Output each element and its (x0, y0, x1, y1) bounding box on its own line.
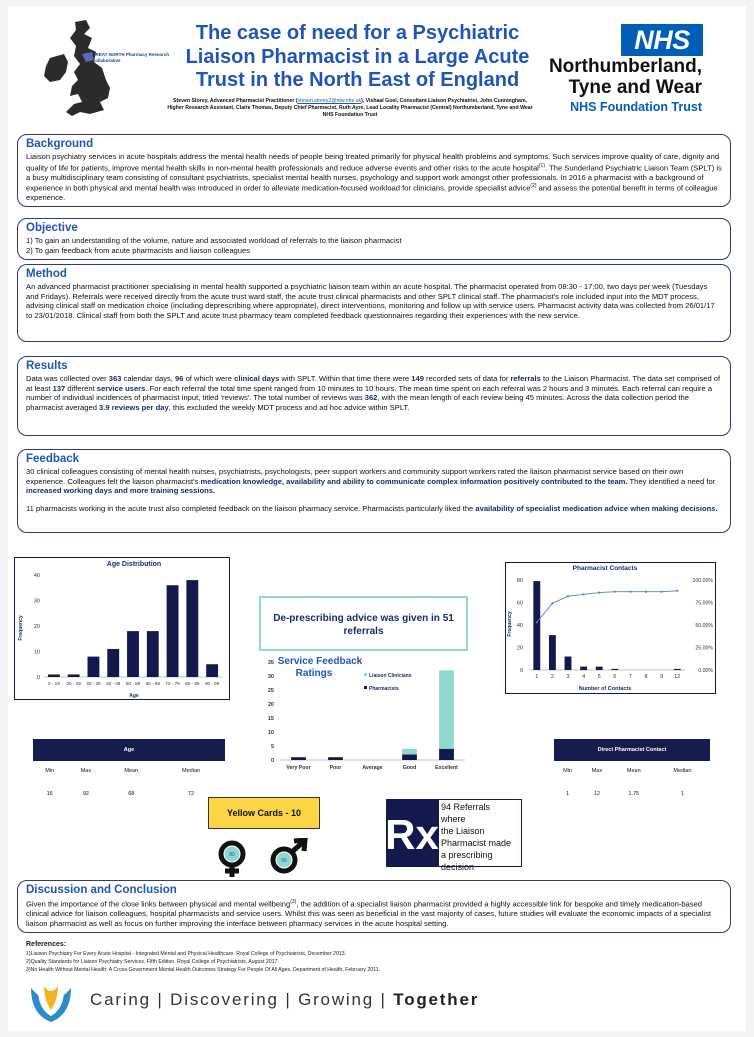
pc-xtick-label: 12 (674, 674, 681, 680)
age-xtick-label: 70 - 79 (165, 681, 180, 686)
svc-bar-segment (328, 757, 343, 760)
results-heading: Results (26, 360, 68, 372)
svc-ytick-label: 0 (270, 758, 274, 764)
pc-cumulative-point (567, 595, 569, 597)
age-ytick-label: 0 (36, 675, 40, 681)
legend-pharmacists-label: Pharmacists (369, 686, 399, 692)
pc-ytick-label: 80 (516, 578, 523, 584)
service-feedback-chart (250, 652, 472, 774)
legend-liaison-label: Liaison Clinicians (369, 673, 412, 679)
pc-cumulative-point (583, 593, 585, 595)
svc-ytick-label: 20 (267, 702, 274, 708)
background-text: Liaison psychiatry services in acute hospitals address the mental health needs of people being treated primarily for physical health problems and symptoms. Such services improve quality of care, dignity and quality of life for patients, improve mental health skills in non-mental health professionals and reduce adverse events and other risks to the acute hospital$^{(1)}$. The Sunderland Psychiatric Liaison Team (SPLT) is a busy multidisciplinary team consisting of consultant psychiatrists, specialist mental health nurses, psychology and support work amongst other professionals. In 2016 a pharmacist with a background of experience in both physical and mental health was introduced in order to alleviate medication-focused workload for clinicians, provide specialist advice$^{(2)}$ and assess the potential benefit in terms of colleague experience. (26, 152, 722, 203)
pc-xtick-label: 1 (535, 674, 539, 680)
age-bar (147, 631, 159, 677)
svc-bar-segment (291, 757, 306, 760)
reference-item: 3)No Health Without Mental Health: A Cross-Government Mental Health Outcomes Strategy For People Of All Ages. Department of Health, February 2011. (26, 967, 380, 973)
pc-ytick-label: 60 (516, 600, 523, 607)
rx-text: 94 Referrals where the Liaison Pharmacist made a prescribing decision (438, 799, 522, 867)
contact-table-value: 12 (593, 791, 600, 797)
pc-cumulative-point (645, 591, 647, 593)
yellow-cards-box: Yellow Cards - 10 (208, 797, 320, 829)
age-xtick-label: 90 - 99 (204, 681, 220, 686)
svc-xtick-label: Poor (329, 765, 342, 771)
age-xtick-label: 80 - 89 (185, 681, 200, 686)
age-xtick-label: 30 - 39 (86, 681, 101, 686)
svc-chart-title-1: Service Feedback (277, 656, 363, 667)
age-table-header: Min (45, 768, 55, 774)
age-table-value: 68 (128, 791, 135, 797)
age-bar (48, 674, 60, 677)
age-chart-xlabel: Age (129, 693, 139, 699)
pc-bar (565, 657, 572, 671)
feedback-heading: Feedback (26, 453, 80, 465)
pc-ytick-label: 20 (516, 645, 523, 652)
uk-map-logo (20, 18, 170, 123)
contact-table-value: 1 (566, 791, 570, 797)
pc-xtick-label: 8 (644, 674, 648, 680)
nhs-logo: NHS (621, 24, 703, 56)
pc-y2tick-label: 25.00% (695, 645, 713, 652)
pc-cumulative-point (629, 591, 631, 593)
age-table-value: 72 (188, 791, 195, 797)
pc-chart-xlabel: Number of Contacts (578, 686, 632, 692)
objective-heading: Objective (26, 222, 78, 234)
svc-ytick-label: 5 (270, 744, 274, 750)
svc-xtick-label: Very Poor (286, 765, 311, 771)
pc-y2tick-label: 50.00% (695, 623, 713, 629)
pc-bar (611, 669, 618, 670)
age-chart-ylabel: Frequency (18, 615, 24, 641)
svc-bar-segment (402, 749, 417, 755)
pc-xtick-label: 2 (550, 674, 554, 680)
trust-values-logo (26, 982, 76, 1024)
pc-xtick-label: 9 (660, 674, 664, 680)
reference-item: 1)Liaison Psychiatry For Every Acute Hospital - Integrated Mental and Physical Healthcare. Royal College of Psychiatrists, December 2013. (26, 951, 347, 957)
trust-name: Northumberland, Tyne and Wear (548, 56, 702, 98)
method-text: An advanced pharmacist practitioner specialising in mental health supported a psychiatric liaison team within an acute hospital. The pharmacist operated from 08:30 - 17:00, two days per week (Tuesdays and Fridays). Referrals were received directly from the acute trust ward staff, the acute trust clinical pharmacists and other SPLT clinical staff. The pharmacist's role included input into the MDT process, advising clinical staff on medication choice (including deprescribing where appropriate), direct interventions, monitoring and follow up with service users. Pharmacist activity data was collected from 26/01/17 to 23/01/2018. Clinical staff from both the SPLT and acute trust pharmacy team completed feedback questionnaires regarding their experiences with the new service. (26, 282, 715, 320)
svc-ytick-label: 30 (267, 674, 274, 680)
male-icon (273, 840, 305, 871)
svg-text:Rx: Rx (386, 811, 438, 858)
pc-cumulative-point (614, 591, 616, 593)
method-section (17, 264, 731, 342)
feedback-text-1: 30 clinical colleagues consisting of mental health nurses, psychiatrists, psychologists, peer support workers and community support workers rated the liaison pharmacist service based on their own experience. Colleagues felt the liaison pharmacist's medication knowledge, availability and ability to communicate complex information positively contributed to the team. They identified a need for increased working days and more training sessions. (26, 467, 716, 496)
svc-ytick-label: 35 (267, 660, 274, 666)
results-text: Data was collected over 363 calendar days, 96 of which were clinical days with SPLT. Within that time there were 149 recorded sets of data for referrals to the Liaison Pharmacist. The data set comprised of at least 137 different service users. For each referral the total time spent ranged from 10 minutes to 10 hours. The mean time spent on each referral was 2 hours and 3 minutes. Each referral can require a number of individual incidences of pharmacist input, titled 'reviews'. The total number of reviews was 362, with the mean length of each review being 45 minutes. Across the data collection period the pharmacist averaged 3.9 reviews per day, this excluded the weekly MDT process and ad hoc advice within SPLT. (26, 374, 721, 412)
contact-table-value: 1 (680, 791, 684, 797)
svc-ytick-label: 10 (267, 730, 274, 736)
discussion-heading: Discussion and Conclusion (26, 884, 177, 896)
contact-table-header: Median (673, 768, 692, 774)
objective-item-1: 1) To gain an understanding of the volume, nature and associated workload of referrals to the liaison pharmacist (26, 236, 402, 245)
age-bar (68, 674, 80, 677)
svc-bar-segment (402, 754, 417, 760)
female-count: 80 (229, 852, 235, 858)
female-icon (221, 843, 243, 877)
svc-ytick-label: 15 (267, 716, 274, 722)
age-table-header: Median (182, 768, 201, 774)
reference-item: 2)Quality Standards for Liaison Psychiatry Services. Fifth Edition. Royal College of Psychiatrists, August 2017. (26, 959, 279, 965)
contact-stats-table (554, 739, 710, 807)
age-bar (167, 585, 179, 677)
feedback-text-2: 11 pharmacists working in the acute trust also completed feedback on the liaison pharmacy service. Pharmacists particularly liked the availability of specialist medication advice when making decisions. (26, 503, 718, 513)
pharmacist-contacts-chart (505, 562, 716, 694)
svc-bar-segment (439, 670, 454, 748)
pc-bar (533, 581, 540, 670)
author-email-link[interactable]: steven.storey2@ntw.nhs.uk (297, 98, 362, 104)
contact-table-header: Max (591, 768, 603, 774)
age-ytick-label: 20 (33, 624, 40, 630)
svc-ytick-label: 25 (267, 688, 274, 694)
pc-xtick-label: 5 (597, 674, 601, 680)
age-chart-title: Age Distribution (106, 561, 162, 568)
age-table-value: 16 (46, 791, 53, 797)
pc-xtick-label: 4 (582, 674, 586, 680)
pc-ytick-label: 40 (516, 623, 523, 629)
pc-bar (596, 667, 603, 670)
pc-chart-ylabel: Frequency (507, 611, 513, 637)
discussion-section (17, 880, 731, 933)
pc-cumulative-point (536, 621, 538, 623)
svc-bar-segment (439, 749, 454, 760)
background-heading: Background (26, 138, 94, 150)
pc-cumulative-point (676, 590, 678, 592)
rx-icon (386, 799, 438, 867)
contact-table-value: 1.75 (628, 791, 640, 797)
pc-y2tick-label: 75.00% (695, 600, 713, 607)
age-bar (127, 631, 139, 677)
age-bar (107, 649, 119, 677)
age-xtick-label: 50 - 59 (125, 681, 141, 686)
pc-xtick-label: 7 (628, 674, 632, 680)
map-label: GREAT NORTH Pharmacy Research Collaborative (92, 52, 169, 63)
results-section (17, 356, 731, 436)
references-heading: References: (26, 941, 67, 948)
svc-xtick-label: Excellent (435, 765, 458, 771)
contact-table-title: Direct Pharmacist Contact (554, 739, 710, 761)
pc-cumulative-point (661, 591, 663, 593)
age-xtick-label: 0 - 19 (48, 681, 60, 686)
objective-item-2: 2) To gain feedback from acute pharmacists and liaison colleagues (26, 245, 251, 255)
svc-chart-title-2: Ratings (295, 668, 333, 679)
age-ytick-label: 30 (33, 598, 40, 605)
objective-section (17, 218, 731, 260)
pc-cumulative-point (551, 602, 553, 604)
pc-chart-title: Pharmacist Contacts (572, 565, 638, 572)
pc-y2tick-label: 100.00% (692, 578, 713, 584)
legend-liaison-swatch (364, 673, 367, 676)
method-heading: Method (26, 268, 67, 280)
pc-bar (580, 667, 587, 670)
poster-title: The case of need for a Psychiatric Liaison Pharmacist in a Large Acute Trust in the North East of England (185, 22, 530, 91)
references (26, 941, 626, 974)
male-count: 56 (281, 858, 287, 864)
age-stats-table (33, 739, 225, 807)
age-bar (186, 580, 198, 677)
pc-xtick-label: 6 (613, 674, 617, 680)
pc-bar (674, 669, 681, 670)
age-xtick-label: 20 - 29 (66, 681, 81, 686)
age-bar (206, 664, 218, 677)
authors: Steven Storey, Advanced Pharmacist Practitioner (steven.storey2@ntw.nhs.uk), Vishaal Goel, Consultant Liaison Psychiatrist, John Cunningham, Higher Research Assistant, Claire Thomas, Deputy Chief Pharmacist, Ruth Ayre, Lead Locality Pharmacist (Central) Northumberland, Tyne and Wear NHS Foundation Trust (167, 98, 533, 118)
age-distribution-chart (14, 557, 230, 700)
footer-values: Caring | Discovering | Growing | Together (90, 990, 480, 1009)
feedback-section (17, 449, 731, 533)
discussion-text: Given the importance of the close links between physical and mental wellbeing$^{(3)}$, the addition of a specialist liaison pharmacist provided a highly accessible link for bespoke and timely medication-based clinical advice for liaison colleagues, hospital pharmacists and service users. Whilst this was seen as beneficial in the vast majority of cases, future studies will evaluate the economic impacts of a specialist liaison pharmacist as well as focus on further improving the interface between pharmacy services in the acute hospital setting. (26, 899, 712, 928)
age-table-title: Age (33, 739, 225, 761)
pc-y2tick-label: 0.00% (698, 668, 713, 674)
age-xtick-label: 60 - 69 (145, 681, 160, 686)
age-table-header: Mean (124, 768, 139, 774)
deprescribing-box: De-prescribing advice was given in 51 referrals (259, 596, 468, 651)
pc-ytick-label: 0 (519, 668, 523, 674)
pc-xtick-label: 3 (566, 674, 570, 680)
age-table-header: Max (80, 768, 92, 774)
svc-xtick-label: Average (362, 765, 383, 771)
gender-icons (212, 838, 322, 878)
legend-pharmacists-swatch (364, 686, 367, 689)
contact-table-header: Min (563, 768, 572, 774)
pc-bar (549, 635, 556, 670)
age-xtick-label: 40 - 49 (106, 681, 121, 686)
age-ytick-label: 10 (33, 649, 40, 656)
trust-subtitle: NHS Foundation Trust (570, 100, 702, 114)
age-bar (88, 657, 100, 677)
age-table-value: 92 (82, 791, 89, 797)
background-section (17, 134, 731, 207)
pc-cumulative-point (598, 592, 600, 594)
contact-table-header: Mean (626, 768, 641, 774)
age-ytick-label: 40 (33, 573, 40, 579)
svc-xtick-label: Good (402, 765, 417, 771)
